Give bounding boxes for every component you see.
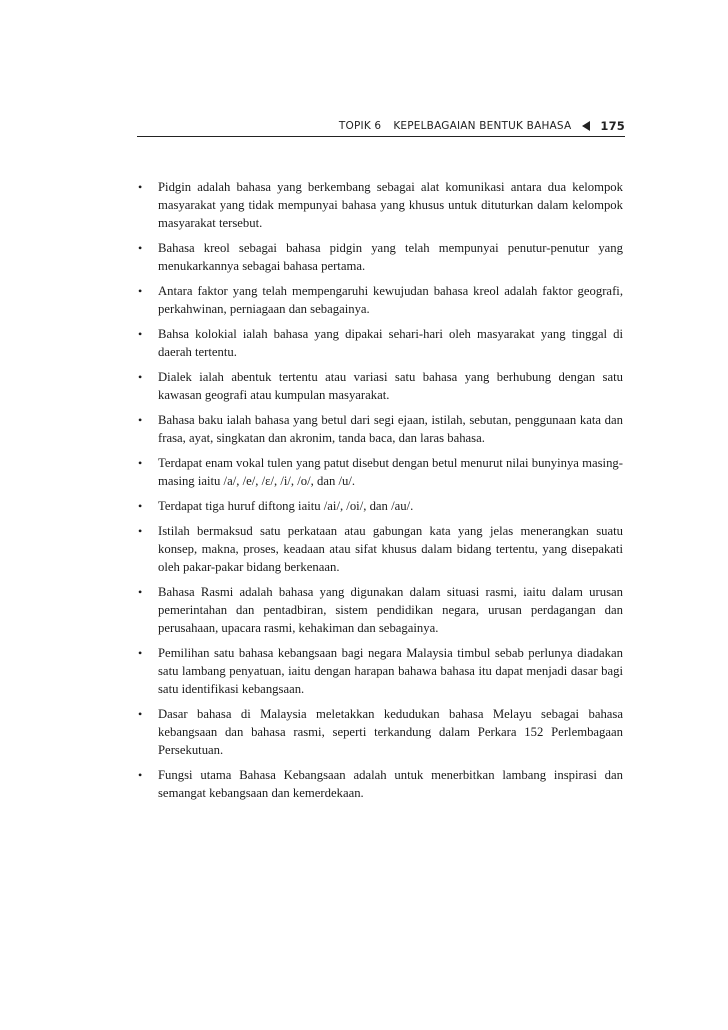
bullet-icon: •	[138, 585, 143, 599]
triangle-left-icon	[582, 121, 590, 131]
list-item	[138, 239, 623, 275]
list-item	[138, 411, 623, 447]
header-title: KEPELBAGAIAN BENTUK BAHASA	[393, 120, 572, 132]
bullet-icon: •	[138, 180, 143, 194]
bullet-icon: •	[138, 284, 143, 298]
list-item	[138, 325, 623, 361]
list-item	[138, 178, 623, 232]
list-item-text: Bahasa Rasmi adalah bahasa yang digunakan dalam situasi rasmi, iaitu dalam urusan pemerintahan dan pentadbiran, sistem pendidikan negara, urusan perdagangan dan perusahaan, upacara rasmi, kehakiman dan sebagainya.	[158, 585, 623, 635]
header-topic: TOPIK 6	[338, 120, 382, 132]
bullet-icon: •	[138, 499, 143, 513]
list-item	[138, 497, 623, 515]
page-number: 175	[600, 119, 625, 133]
list-item-text: Dasar bahasa di Malaysia meletakkan kedudukan bahasa Melayu sebagai bahasa kebangsaan dan bahasa rasmi, seperti terkandung dalam Perkara 152 Perlembagaan Persekutuan.	[158, 707, 623, 757]
list-item	[138, 583, 623, 637]
list-item	[138, 454, 623, 490]
bullet-icon: •	[138, 413, 143, 427]
list-item	[138, 705, 623, 759]
list-item-text: Antara faktor yang telah mempengaruhi kewujudan bahasa kreol adalah faktor geografi, perkahwinan, perniagaan dan sebagainya.	[158, 284, 623, 316]
bullet-icon: •	[138, 241, 143, 255]
bullet-icon: •	[138, 707, 143, 721]
list-item-text: Pemilihan satu bahasa kebangsaan bagi negara Malaysia timbul sebab perlunya diadakan satu lambang penyatuan, iaitu dengan harapan bahawa bahasa itu dapat menjadi dasar bagi satu identifikasi kebangsaan.	[158, 646, 623, 696]
list-item-text: Istilah bermaksud satu perkataan atau gabungan kata yang jelas menerangkan suatu konsep, makna, proses, keadaan atau sifat khusus dalam bidang tertentu, yang disepakati oleh pakar-pakar bidang berkenaan.	[158, 524, 623, 574]
page-header	[137, 116, 625, 137]
bullet-icon: •	[138, 327, 143, 341]
list-item	[138, 282, 623, 318]
list-item-text: Bahsa kolokial ialah bahasa yang dipakai sehari-hari oleh masyarakat yang tinggal di daerah tertentu.	[158, 327, 623, 359]
bullet-icon: •	[138, 456, 143, 470]
bullet-icon: •	[138, 524, 143, 538]
list-item	[138, 368, 623, 404]
summary-list	[138, 178, 623, 809]
list-item	[138, 644, 623, 698]
list-item-text: Pidgin adalah bahasa yang berkembang sebagai alat komunikasi antara dua kelompok masyarakat yang tidak mempunyai bahasa yang khusus untuk dituturkan dalam kelompok masyarakat tersebut.	[158, 180, 623, 230]
list-item	[138, 522, 623, 576]
bullet-icon: •	[138, 370, 143, 384]
list-item-text: Dialek ialah abentuk tertentu atau variasi satu bahasa yang berhubung dengan satu kawasan geografi atau kumpulan masyarakat.	[158, 370, 623, 402]
bullet-icon: •	[138, 646, 143, 660]
list-item-text: Terdapat enam vokal tulen yang patut disebut dengan betul menurut nilai bunyinya masing-masing iaitu /a/, /e/, /ɛ/, /i/, /o/, dan /u/.	[158, 456, 623, 488]
list-item-text: Bahasa baku ialah bahasa yang betul dari segi ejaan, istilah, sebutan, penggunaan kata dan frasa, ayat, singkatan dan akronim, tanda baca, dan laras bahasa.	[158, 413, 623, 445]
bullet-icon: •	[138, 768, 143, 782]
list-item-text: Bahasa kreol sebagai bahasa pidgin yang telah mempunyai penutur-penutur yang menukarkannya sebagai bahasa pertama.	[158, 241, 623, 273]
list-item-text: Terdapat tiga huruf diftong iaitu /ai/, /oi/, dan /au/.	[158, 499, 414, 513]
list-item	[138, 766, 623, 802]
list-item-text: Fungsi utama Bahasa Kebangsaan adalah untuk menerbitkan lambang inspirasi dan semangat kebangsaan dan kemerdekaan.	[158, 768, 623, 800]
